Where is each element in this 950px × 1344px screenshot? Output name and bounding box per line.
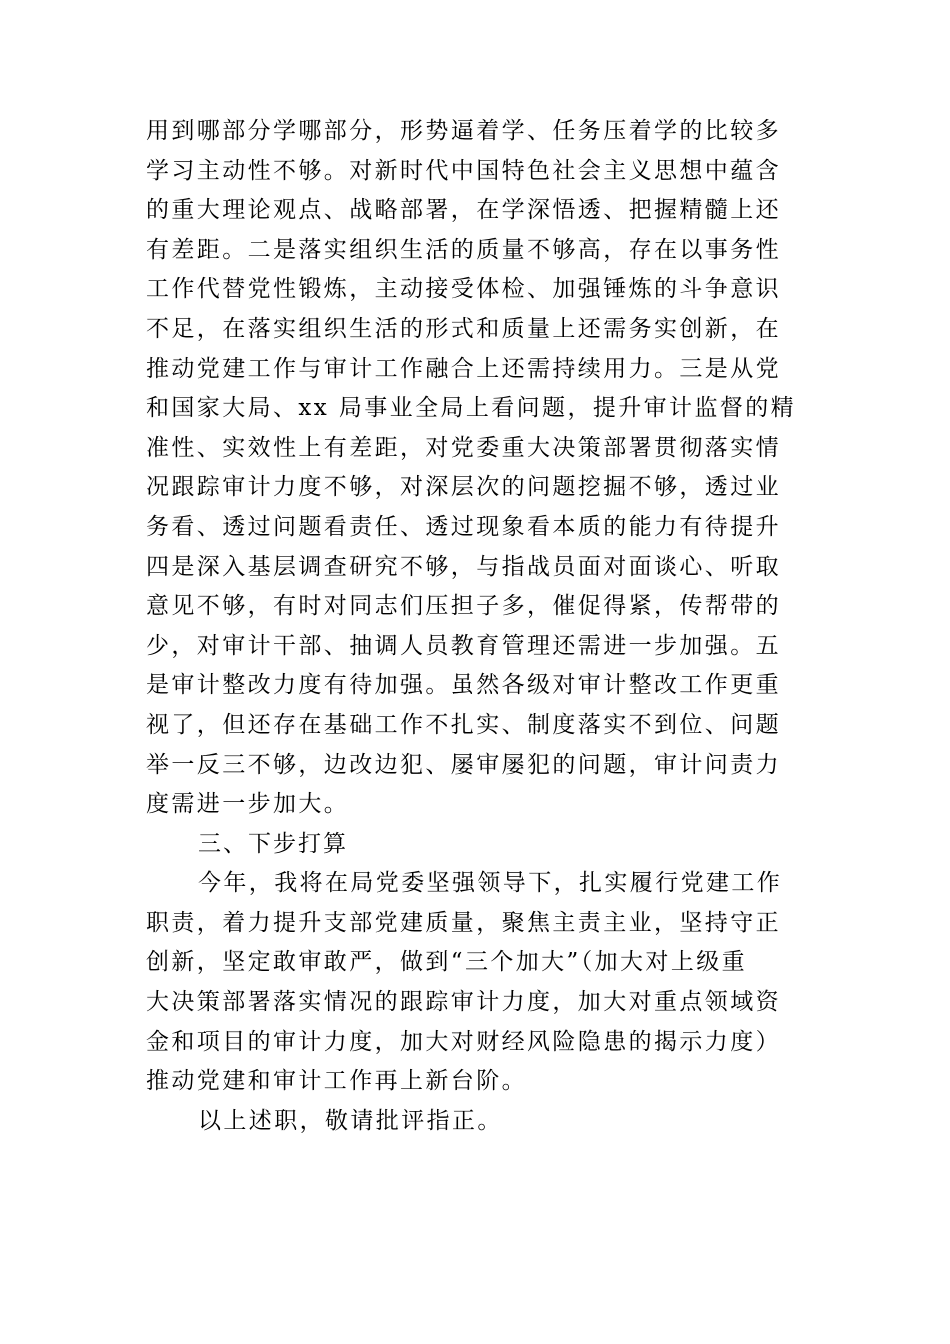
text-line: 金和项目的审计力度，加大对财经风险隐患的揭示力度） [146,1028,781,1055]
text-line: 有差距。二是落实组织生活的质量不够高，存在以事务性 [146,236,781,263]
text-line: 的重大理论观点、战略部署，在学深悟透、把握精髓上还 [146,197,781,224]
text-line: 和国家大局、xx 局事业全局上看问题，提升审计监督的精 [146,395,797,422]
text-line: 四是深入基层调查研究不够，与指战员面对面谈心、听取 [146,553,781,580]
paragraph-problems [146,112,804,825]
text-line: 不足，在落实组织生活的形式和质量上还需务实创新，在 [146,315,781,342]
text-line: 准性、实效性上有差距，对党委重大决策部署贯彻落实情 [146,434,781,461]
text-line: 推动党建工作与审计工作融合上还需持续用力。三是从党 [146,355,781,382]
text-line: 推动党建和审计工作再上新台阶。 [146,1068,527,1095]
text-line: 况跟踪审计力度不够，对深层次的问题挖掘不够，透过业 [146,474,781,501]
text-line: 视了，但还存在基础工作不扎实、制度落实不到位、问题 [146,711,781,738]
text-line: 务看、透过问题看责任、透过现象看本质的能力有待提升 [146,513,781,540]
text-line: 创新，坚定敢审敢严，做到“三个加大”（加大对上级重 [146,949,748,976]
text-line: 少，对审计干部、抽调人员教育管理还需进一步加强。五 [146,632,781,659]
closing-line: 以上述职，敬请批评指正。 [198,1107,503,1134]
text-line: 度需进一步加大。 [146,791,350,818]
text-line: 大决策部署落实情况的跟踪审计力度，加大对重点领域资 [146,989,781,1016]
document-page [146,112,804,1141]
text-line: 工作代替党性锻炼，主动接受体检、加强锤炼的斗争意识 [146,276,781,303]
section-heading: 三、下步打算 [198,830,348,857]
text-line: 学习主动性不够。对新时代中国特色社会主义思想中蕴含 [146,157,781,184]
text-line: 今年，我将在局党委坚强领导下，扎实履行党建工作 [198,870,783,897]
text-line: 意见不够，有时对同志们压担子多，催促得紧，传帮带的 [146,593,781,620]
text-line: 举一反三不够，边改边犯、屡审屡犯的问题，审计问责力 [146,751,781,778]
text-line: 职责，着力提升支部党建质量，聚焦主责主业，坚持守正 [146,909,781,936]
paragraph-plans [146,864,804,1102]
text-line: 用到哪部分学哪部分，形势逼着学、任务压着学的比较多 [146,118,781,144]
text-line: 是审计整改力度有待加强。虽然各级对审计整改工作更重 [146,672,781,699]
